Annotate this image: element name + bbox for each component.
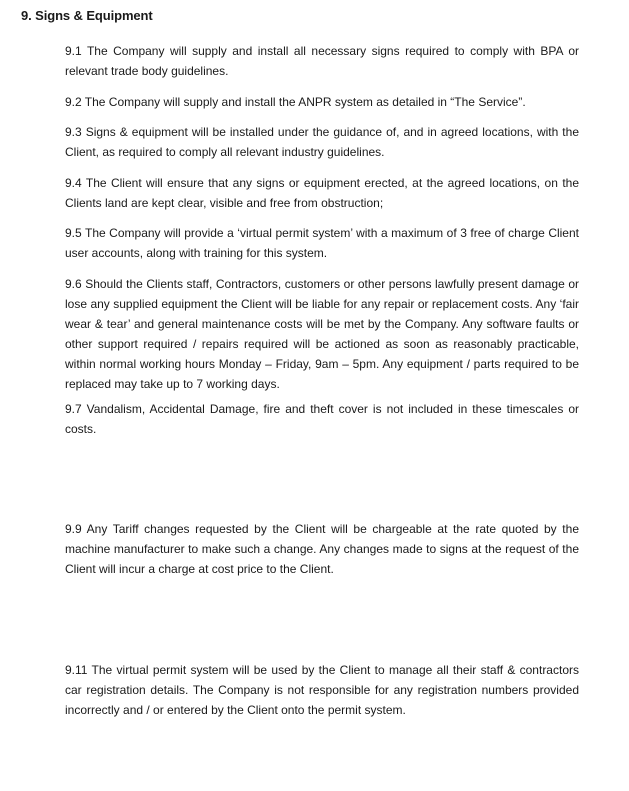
clause-9-2: 9.2 The Company will supply and install the ANPR system as detailed in “The Service”. [65, 95, 526, 109]
clause-9-11: 9.11 The virtual permit system will be used by the Client to manage all their staff & contractors car registration details. The Company is not responsible for any registration numbers provided incorrectly and / or entered by the Client onto the permit system. [65, 663, 579, 717]
clause-9-5: 9.5 The Company will provide a ‘virtual permit system’ with a maximum of 3 free of charge Client user accounts, along with training for this system. [65, 226, 579, 260]
clause-9-9: 9.9 Any Tariff changes requested by the Client will be chargeable at the rate quoted by the machine manufacturer to make such a change. Any changes made to signs at the request of the Client will incur a charge at cost price to the Client. [65, 522, 579, 576]
clause-9-7: 9.7 Vandalism, Accidental Damage, fire and theft cover is not included in these timescales or costs. [65, 402, 579, 436]
clause-9-1: 9.1 The Company will supply and install all necessary signs required to comply with BPA or relevant trade body guidelines. [65, 44, 579, 78]
clause-9-3: 9.3 Signs & equipment will be installed under the guidance of, and in agreed locations, with the Client, as required to comply all relevant industry guidelines. [65, 125, 579, 159]
clause-9-4: 9.4 The Client will ensure that any signs or equipment erected, at the agreed locations, on the Clients land are kept clear, visible and free from obstruction; [65, 176, 579, 210]
clause-9-6: 9.6 Should the Clients staff, Contractors, customers or other persons lawfully present damage or lose any supplied equipment the Client will be liable for any repair or replacement costs. Any ‘fair wear & tear’ and general maintenance costs will be met by the Company. Any software faults or other support required / repairs required will be actioned as soon as reasonably practicable, within normal working hours Monday – Friday, 9am – 5pm. Any equipment / parts required to be replaced may take up to 7 working days. [65, 277, 579, 391]
section-heading: 9. Signs & Equipment [21, 8, 153, 23]
